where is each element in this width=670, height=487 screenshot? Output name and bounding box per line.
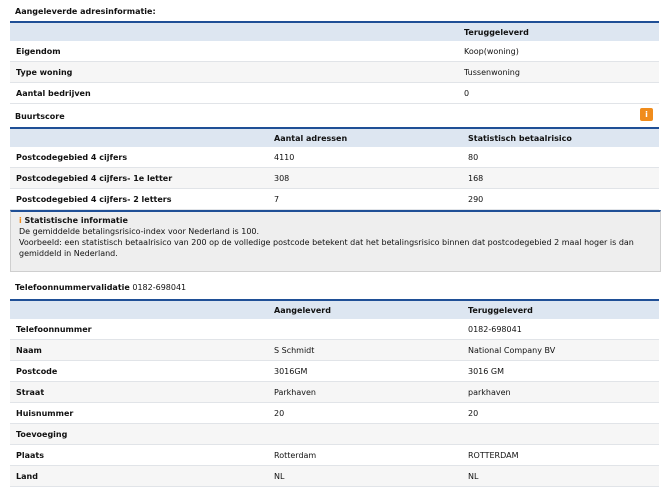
given-value xyxy=(268,319,462,340)
table-row xyxy=(10,319,659,340)
info-icon: i xyxy=(19,216,22,225)
row-value: Tussenwoning xyxy=(464,67,520,77)
table-row xyxy=(10,168,659,189)
phone-validation-label: Telefoonnummervalidatie xyxy=(15,283,130,292)
phone-table xyxy=(10,299,659,487)
row-label: Plaats xyxy=(16,450,44,460)
table-row xyxy=(10,340,659,361)
row-value: 0 xyxy=(464,88,470,98)
row-label: Postcode xyxy=(16,366,58,376)
table-row xyxy=(10,147,659,168)
buurtscore-table xyxy=(10,127,659,210)
row-label: Postcodegebied 4 cijfers- 1e letter xyxy=(16,173,173,183)
table-header xyxy=(10,22,659,41)
address-section-title: Aangeleverde adresinformatie: xyxy=(15,7,156,16)
column-header xyxy=(10,128,268,147)
returned-value: ROTTERDAM xyxy=(468,450,519,460)
info-title: Statistische informatie xyxy=(24,216,128,225)
info-text: Voorbeeld: een statistisch betaalrisico van 200 op de volledige postcode betekent dat het betalingsrisico binnen dat postcodegebied 2 maal hoger is dan gemiddeld in Nederland. xyxy=(19,238,634,258)
returned-value xyxy=(462,424,659,445)
returned-value: NL xyxy=(468,471,479,481)
table-row xyxy=(10,83,659,104)
column-header xyxy=(10,300,268,319)
returned-value: 20 xyxy=(468,408,479,418)
row-value: Koop(woning) xyxy=(464,46,519,56)
row-label: Postcodegebied 4 cijfers xyxy=(16,152,128,162)
row-label: Aantal bedrijven xyxy=(16,88,91,98)
info-title-line xyxy=(19,215,652,226)
phone-validation-title xyxy=(15,283,186,292)
returned-value: parkhaven xyxy=(468,387,511,397)
table-row xyxy=(10,382,659,403)
table-row xyxy=(10,41,659,62)
column-header xyxy=(10,22,458,41)
risk-value: 80 xyxy=(468,152,479,162)
address-count: 7 xyxy=(274,194,280,204)
returned-value: 3016 GM xyxy=(468,366,505,376)
column-header: Statistisch betaalrisico xyxy=(462,128,659,147)
statistics-info-box xyxy=(10,210,661,272)
risk-value: 168 xyxy=(468,173,484,183)
row-label: Land xyxy=(16,471,38,481)
buurtscore-title: Buurtscore xyxy=(15,112,65,121)
given-value: S Schmidt xyxy=(274,345,315,355)
given-value: NL xyxy=(274,471,285,481)
given-value: Rotterdam xyxy=(274,450,317,460)
table-row xyxy=(10,62,659,83)
row-label: Huisnummer xyxy=(16,408,74,418)
risk-value: 290 xyxy=(468,194,484,204)
row-label: Telefoonnummer xyxy=(16,324,92,334)
given-value: 20 xyxy=(274,408,285,418)
row-label: Postcodegebied 4 cijfers- 2 letters xyxy=(16,194,172,204)
given-value xyxy=(268,424,462,445)
column-header: Teruggeleverd xyxy=(462,300,659,319)
column-header: Teruggeleverd xyxy=(458,22,659,41)
returned-value: 0182-698041 xyxy=(468,324,522,334)
table-row xyxy=(10,361,659,382)
table-row xyxy=(10,189,659,210)
column-header: Aantal adressen xyxy=(268,128,462,147)
address-count: 4110 xyxy=(274,152,295,162)
row-label: Eigendom xyxy=(16,46,61,56)
given-value: Parkhaven xyxy=(274,387,316,397)
row-label: Type woning xyxy=(16,67,73,77)
info-icon[interactable]: i xyxy=(640,108,653,121)
row-label: Toevoeging xyxy=(16,429,68,439)
table-row xyxy=(10,466,659,487)
table-row xyxy=(10,445,659,466)
info-text: De gemiddelde betalingsrisico-index voor Nederland is 100. xyxy=(19,227,260,236)
row-label: Straat xyxy=(16,387,45,397)
phone-validation-number: 0182-698041 xyxy=(132,283,187,292)
address-table xyxy=(10,21,659,104)
row-label: Naam xyxy=(16,345,42,355)
address-count: 308 xyxy=(274,173,290,183)
returned-value: National Company BV xyxy=(468,345,556,355)
table-header xyxy=(10,128,659,147)
table-row xyxy=(10,403,659,424)
table-header xyxy=(10,300,659,319)
given-value: 3016GM xyxy=(274,366,308,376)
table-row xyxy=(10,424,659,445)
column-header: Aangeleverd xyxy=(268,300,462,319)
